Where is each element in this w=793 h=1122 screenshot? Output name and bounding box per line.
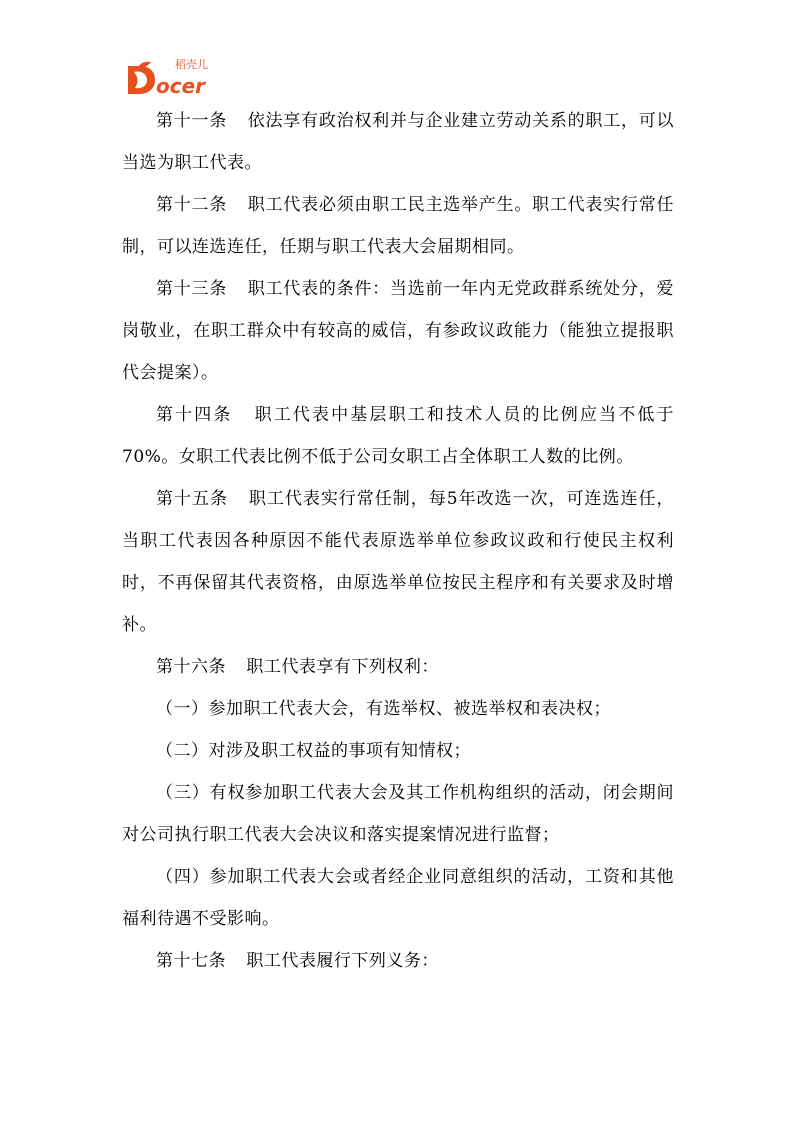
article-number: 第十一条 xyxy=(156,111,228,131)
article-text: 职工代表的条件：当选前一年内无党政群系统处分，爱岗敬业，在职工群众中有较高的威信，有参政议政能力（能独立提报职代会提案）。 xyxy=(122,279,675,383)
article-text: 依法享有政治权利并与企业建立劳动关系的职工，可以当选为职工代表。 xyxy=(122,111,675,173)
article-text: 职工代表享有下列权利： xyxy=(246,657,439,677)
article-paragraph xyxy=(122,268,674,394)
article-paragraph xyxy=(122,394,674,478)
article-text: （一）参加职工代表大会，有选举权、被选举权和表决权； xyxy=(156,699,611,719)
article-paragraph xyxy=(122,772,674,856)
article-number: 第十三条 xyxy=(156,279,228,299)
article-paragraph xyxy=(122,940,674,982)
article-paragraph xyxy=(122,856,674,940)
article-paragraph xyxy=(122,646,674,688)
article-text: 职工代表履行下列义务： xyxy=(246,951,439,971)
article-paragraph xyxy=(122,688,674,730)
article-text: 职工代表必须由职工民主选举产生。职工代表实行常任制，可以连选连任，任期与职工代表大会届期相同。 xyxy=(122,195,675,257)
document-body xyxy=(122,100,674,982)
article-number: 第十七条 xyxy=(156,951,226,971)
article-number: 第十四条 xyxy=(156,405,233,425)
article-text: 职工代表实行常任制，每5年改选一次，可连选连任，当职工代表因各种原因不能代表原选举单位参政议政和行使民主权利时，不再保留其代表资格，由原选举单位按民主程序和有关要求及时增补。 xyxy=(122,489,674,635)
article-number: 第十六条 xyxy=(156,657,226,677)
article-paragraph xyxy=(122,730,674,772)
docer-logo xyxy=(125,58,215,98)
docer-logo-cn: 稻壳儿 xyxy=(175,58,208,71)
article-paragraph xyxy=(122,100,674,184)
article-text: 职工代表中基层职工和技术人员的比例应当不低于70%。女职工代表比例不低于公司女职工占全体职工人数的比例。 xyxy=(122,405,675,467)
article-number: 第十五条 xyxy=(156,489,228,509)
article-number: 第十二条 xyxy=(156,195,228,215)
article-text: （三）有权参加职工代表大会及其工作机构组织的活动，闭会期间对公司执行职工代表大会决议和落实提案情况进行监督； xyxy=(122,783,674,845)
article-text: （四）参加职工代表大会或者经企业同意组织的活动，工资和其他福利待遇不受影响。 xyxy=(122,867,674,929)
article-paragraph xyxy=(122,478,674,646)
article-text: （二）对涉及职工权益的事项有知情权； xyxy=(156,741,471,761)
svg-text:ocer: ocer xyxy=(156,74,206,98)
article-paragraph xyxy=(122,184,674,268)
